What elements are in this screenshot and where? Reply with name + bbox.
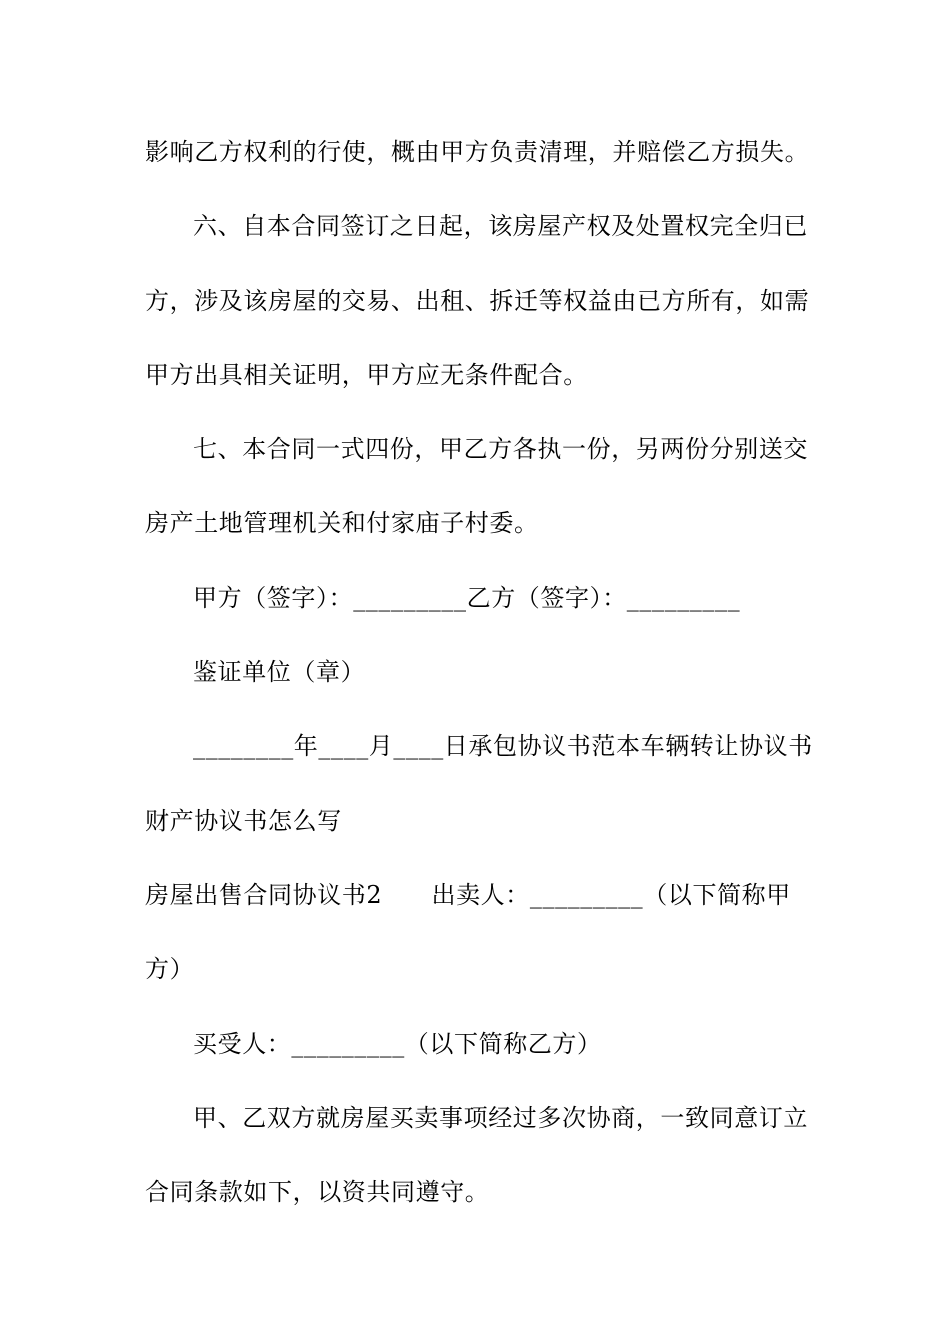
paragraph-line: 六、自本合同签订之日起，该房屋产权及处置权完全归已 (193, 212, 808, 240)
section-title-line: 房屋出售合同协议书2 出卖人：_________（以下简称甲 (145, 881, 791, 909)
paragraph-line: 甲、乙双方就房屋买卖事项经过多次协商，一致同意订立 (193, 1104, 808, 1132)
paragraph-line: 甲方出具相关证明，甲方应无条件配合。 (145, 361, 588, 389)
paragraph-line: 方，涉及该房屋的交易、出租、拆迁等权益由已方所有，如需 (145, 287, 810, 315)
paragraph-line: 财产协议书怎么写 (145, 807, 342, 835)
paragraph-line: 房产土地管理机关和付家庙子村委。 (145, 509, 539, 537)
seal-line: 鉴证单位（章） (193, 658, 366, 686)
paragraph-line: 七、本合同一式四份，甲乙方各执一份，另两份分别送交 (193, 435, 808, 463)
signature-line: 甲方（签字）：_________乙方（签字）：_________ (193, 584, 741, 612)
date-line: ________年____月____日承包协议书范本车辆转让协议书 (193, 732, 813, 760)
paragraph-line: 方） (145, 955, 195, 983)
paragraph-line: 合同条款如下，以资共同遵守。 (145, 1178, 490, 1206)
paragraph-line: 影响乙方权利的行使，概由甲方负责清理，并赔偿乙方损失。 (145, 138, 810, 166)
buyer-line: 买受人：_________（以下简称乙方） (193, 1030, 602, 1058)
